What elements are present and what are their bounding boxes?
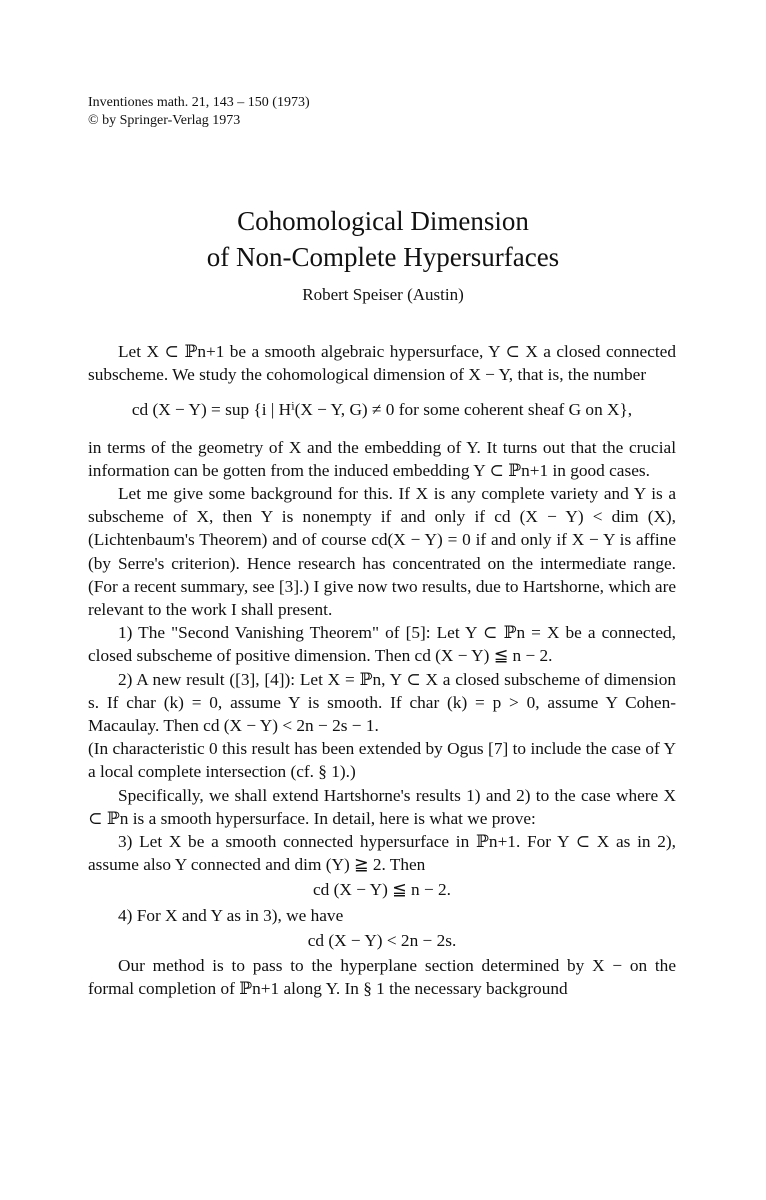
result-item-4: 4) For X and Y as in 3), we have [118, 905, 344, 925]
result-item-3: 3) Let X be a smooth connected hypersurface in ℙn+1. For Y ⊂ X as in 2), assume also Y connected and dim (Y) ≧ 2. Then [88, 832, 676, 875]
intro-paragraph: Let X ⊂ ℙn+1 be a smooth algebraic hypersurface, Y ⊂ X a closed connected subscheme. We study the cohomological dimension of X − Y, that is, the number [88, 342, 676, 385]
result-item-1: 1) The "Second Vanishing Theorem" of [5]: Let Y ⊂ ℙn = X be a connected, closed subscheme of positive dimension. Then cd (X − Y) ≦ n − 2. [88, 623, 676, 666]
paragraph-specifically: Specifically, we shall extend Hartshorne's results 1) and 2) to the case where X ⊂ ℙn is a smooth hypersurface. In detail, here is what we prove: [88, 785, 676, 828]
author-line: Robert Speiser (Austin) [302, 285, 464, 304]
equation-item-3: cd (X − Y) ≦ n − 2. [313, 880, 451, 900]
paragraph-ogus: (In characteristic 0 this result has been extended by Ogus [7] to include the case of Y a local complete intersection (cf. § 1).) [88, 739, 676, 782]
journal-header [88, 94, 310, 130]
paragraph-terms: in terms of the geometry of X and the embedding of Y. It turns out that the crucial information can be gotten from the induced embedding Y ⊂ ℙn+1 in good cases. [88, 437, 676, 480]
journal-citation: Inventiones math. 21, 143 – 150 (1973) [88, 95, 310, 110]
title-line-1: Cohomological Dimension [237, 206, 529, 236]
copyright-line: © by Springer-Verlag 1973 [88, 113, 241, 128]
equation-item-4: cd (X − Y) < 2n − 2s. [307, 930, 457, 950]
result-item-2: 2) A new result ([3], [4]): Let X = ℙn, Y ⊂ X a closed subscheme of dimension s. If char (k) = 0, assume Y is smooth. If char (k) = p > 0, assume Y Cohen-Macaulay. Then cd (X − Y) < 2n − 2s − 1. [88, 669, 676, 736]
paper-title [0, 203, 766, 275]
paragraph-method: Our method is to pass to the hyperplane section determined by X − on the formal completion of ℙn+1 along Y. In § 1 the necessary background [88, 956, 676, 999]
cd-definition-equation: cd (X − Y) = sup {i | Hⁱ(X − Y, G) ≠ 0 for some coherent sheaf G on X}, [131, 400, 633, 420]
title-line-2: of Non-Complete Hypersurfaces [206, 242, 560, 272]
paper-body [88, 340, 676, 1000]
paragraph-background: Let me give some background for this. If X is any complete variety and Y is a subscheme of X, then Y is nonempty if and only if cd (X − Y) < dim (X), (Lichtenbaum's Theorem) and of course cd(X − Y) = 0 if and only if X − Y is affine (by Serre's criterion). Hence research has concentrated on the intermediate range. (For a recent summary, see [3].) I give now two results, due to Hartshorne, which are relevant to the work I shall present. [88, 484, 676, 620]
